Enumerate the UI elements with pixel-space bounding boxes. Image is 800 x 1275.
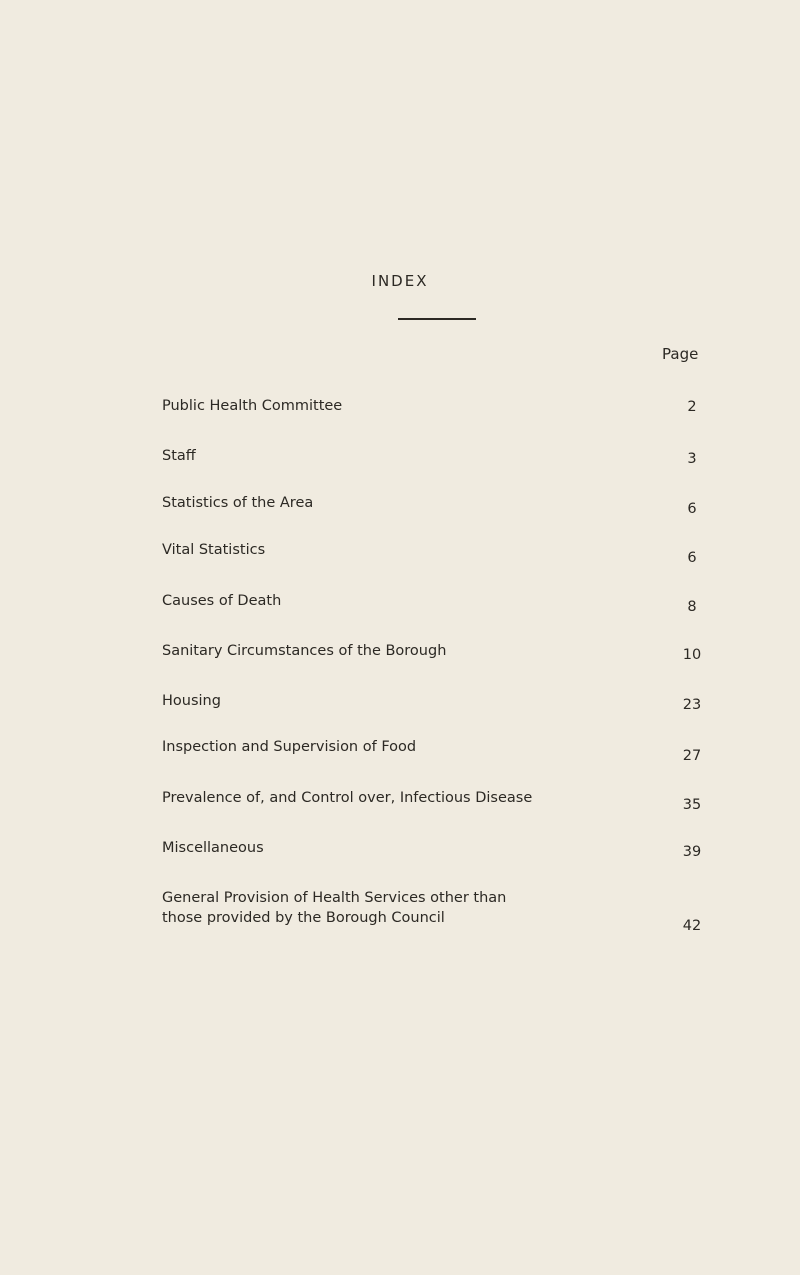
entry-page-number: 3 (687, 451, 697, 467)
entry-label: Inspection and Supervision of Food (162, 739, 417, 755)
entry-page-number: 35 (682, 797, 702, 813)
entry-label: Statistics of the Area (162, 495, 314, 511)
page-column-header: Page (662, 345, 699, 363)
entry-label: Prevalence of, and Control over, Infectious Disease (162, 790, 533, 806)
entry-label: Causes of Death (162, 593, 282, 609)
entry-label: Vital Statistics (162, 542, 266, 558)
entry-page-number: 10 (682, 647, 702, 663)
entry-page-number: 27 (682, 748, 702, 764)
entry-page-number: 8 (687, 599, 697, 615)
entry-page-number: 39 (682, 844, 702, 860)
entry-label: Miscellaneous (162, 840, 264, 856)
entry-label: Staff (162, 448, 196, 464)
entry-label: General Provision of Health Services other than those provided by the Borough Council (162, 890, 507, 926)
entry-label: Sanitary Circumstances of the Borough (162, 643, 447, 659)
entry-page-number: 2 (687, 399, 697, 415)
entry-label: Housing (162, 693, 221, 709)
entry-label: Public Health Committee (162, 398, 343, 414)
entry-page-number: 42 (682, 918, 702, 934)
entry-page-number: 6 (687, 501, 697, 517)
entry-page-number: 23 (682, 697, 702, 713)
entry-page-number: 6 (687, 550, 697, 566)
page-title: INDEX (371, 272, 429, 290)
